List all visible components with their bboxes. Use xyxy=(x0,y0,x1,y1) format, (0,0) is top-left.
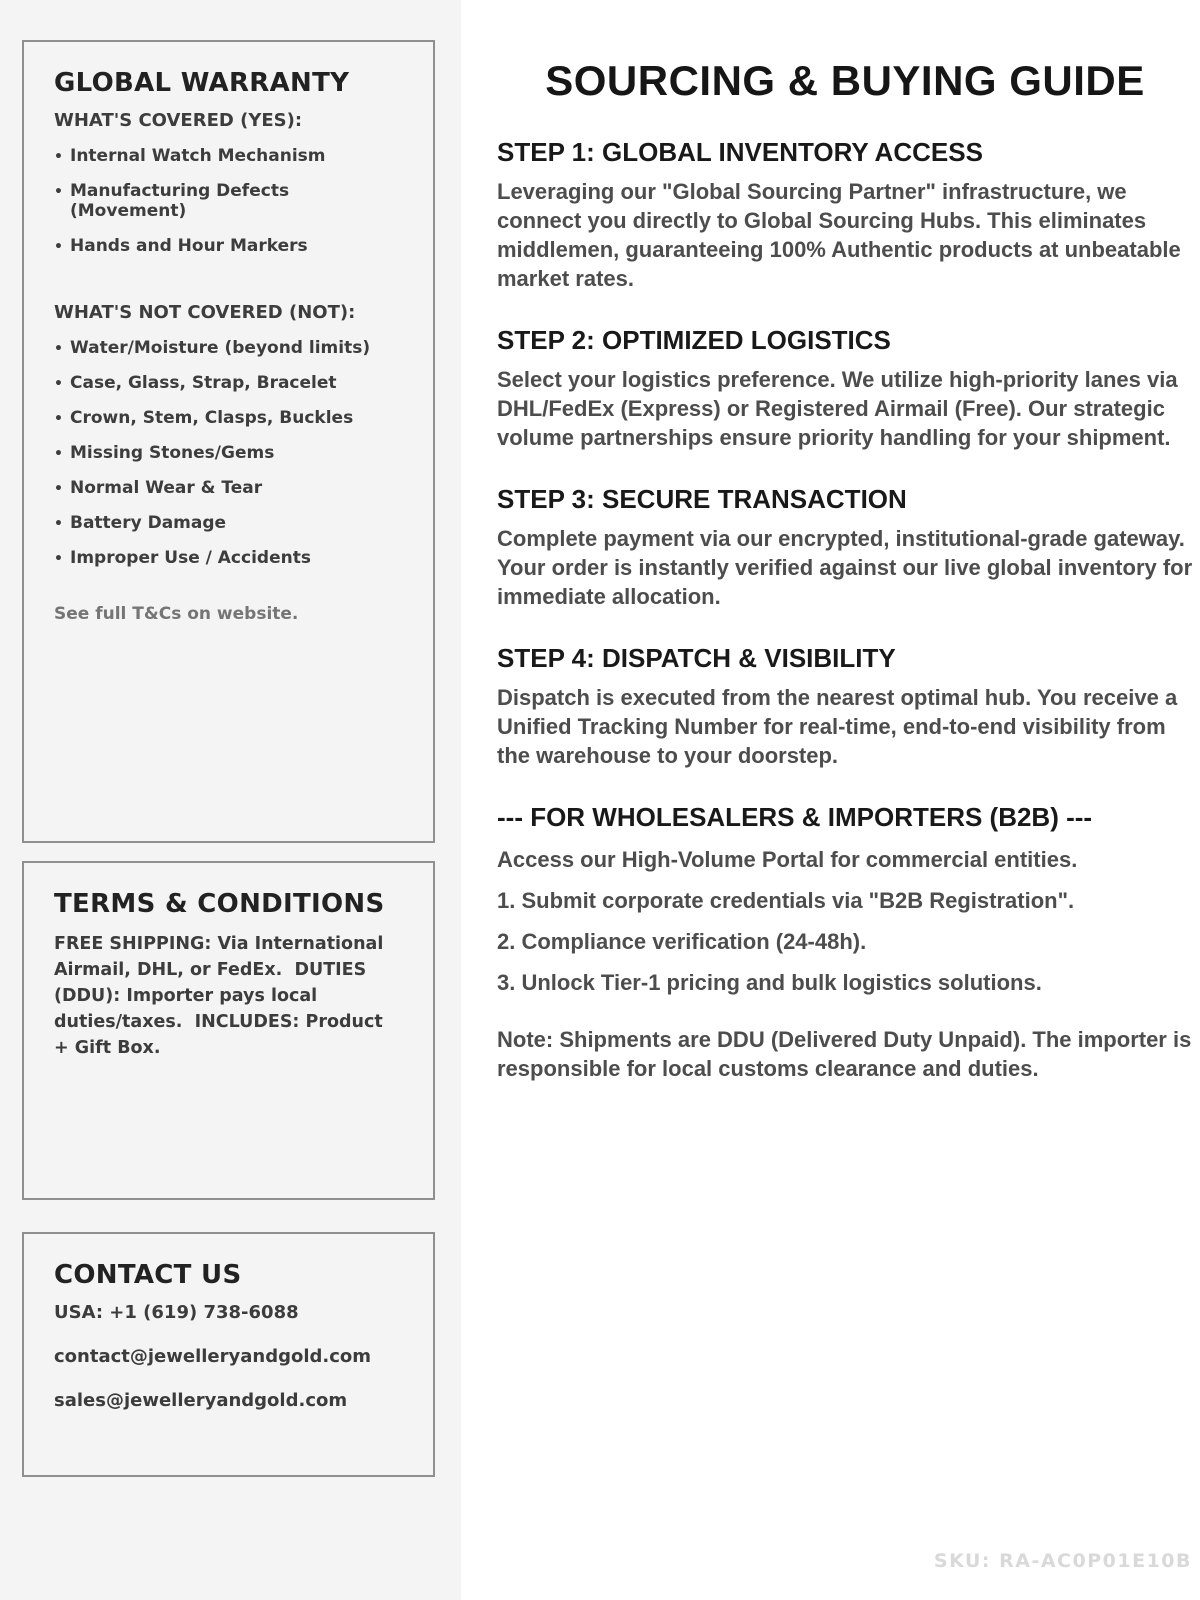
b2b-heading: --- FOR WHOLESALERS & IMPORTERS (B2B) --- xyxy=(497,802,1093,832)
b2b-section xyxy=(497,802,1193,1083)
list-item: • Normal Wear & Tear xyxy=(54,478,403,498)
warranty-title: GLOBAL WARRANTY xyxy=(54,68,350,98)
list-item: • Missing Stones/Gems xyxy=(54,443,403,463)
contact-phone: USA: +1 (619) 738-6088 xyxy=(54,1302,299,1323)
page-title: SOURCING & BUYING GUIDE xyxy=(545,57,1145,104)
step-1-section xyxy=(497,137,1193,293)
list-item: • Hands and Hour Markers xyxy=(54,236,403,256)
step-2-section xyxy=(497,325,1193,452)
b2b-step-2: 2. Compliance verification (24-48h). xyxy=(497,929,867,954)
step-2-heading: STEP 2: OPTIMIZED LOGISTICS xyxy=(497,325,891,355)
step-4-body: Dispatch is executed from the nearest optimal hub. You receive a Unified Tracking Number for real-time, end-to-end visibility from the warehouse to your doorstep. xyxy=(497,685,1178,768)
b2b-step-1: 1. Submit corporate credentials via "B2B Registration". xyxy=(497,888,1075,913)
list-item: • Internal Watch Mechanism xyxy=(54,146,403,166)
list-item: • Battery Damage xyxy=(54,513,403,533)
covered-subtitle: WHAT'S COVERED (YES): xyxy=(54,110,303,131)
b2b-step-3: 3. Unlock Tier-1 pricing and bulk logistics solutions. xyxy=(497,970,1042,995)
list-item: • Manufacturing Defects (Movement) xyxy=(54,181,403,221)
list-item: • Crown, Stem, Clasps, Buckles xyxy=(54,408,403,428)
list-item: • Water/Moisture (beyond limits) xyxy=(54,338,403,358)
step-3-section xyxy=(497,484,1193,611)
step-1-body: Leveraging our "Global Sourcing Partner" infrastructure, we connect you directly to Global Sourcing Hubs. This eliminates middlemen, guaranteeing 100% Authentic products at unbeatable market rates. xyxy=(497,179,1181,291)
warranty-footnote: See full T&Cs on website. xyxy=(54,604,299,624)
b2b-intro: Access our High-Volume Portal for commercial entities. xyxy=(497,847,1078,872)
contact-email-sales: sales@jewelleryandgold.com xyxy=(54,1390,348,1411)
sku-label: SKU: RA-AC0P01E10B xyxy=(933,1550,1192,1572)
global-warranty-panel xyxy=(22,40,435,843)
terms-body: FREE SHIPPING: Via International Airmail, DHL, or FedEx. DUTIES (DDU): Importer pays local duties/taxes. INCLUDES: Product + Gift Box. xyxy=(54,934,390,1058)
terms-title: TERMS & CONDITIONS xyxy=(54,889,385,919)
step-4-section xyxy=(497,643,1193,770)
list-item: • Case, Glass, Strap, Bracelet xyxy=(54,373,403,393)
covered-list xyxy=(54,146,403,256)
step-3-body: Complete payment via our encrypted, institutional-grade gateway. Your order is instantly verified against our live global inventory for immediate allocation. xyxy=(497,526,1193,609)
contact-panel xyxy=(22,1232,435,1477)
ddu-note: Note: Shipments are DDU (Delivered Duty Unpaid). The importer is responsible for local customs clearance and duties. xyxy=(497,1027,1192,1081)
terms-panel xyxy=(22,861,435,1200)
contact-title: CONTACT US xyxy=(54,1260,242,1290)
contact-email-primary: contact@jewelleryandgold.com xyxy=(54,1346,372,1367)
step-4-heading: STEP 4: DISPATCH & VISIBILITY xyxy=(497,643,896,673)
main-content xyxy=(497,0,1193,1083)
not-covered-list xyxy=(54,338,403,568)
sidebar xyxy=(0,0,461,1600)
step-1-heading: STEP 1: GLOBAL INVENTORY ACCESS xyxy=(497,137,983,167)
not-covered-subtitle: WHAT'S NOT COVERED (NOT): xyxy=(54,302,356,323)
step-2-body: Select your logistics preference. We utilize high-priority lanes via DHL/FedEx (Express) or Registered Airmail (Free). Our strategic volume partnerships ensure priority handling for your shipment. xyxy=(497,367,1178,450)
list-item: • Improper Use / Accidents xyxy=(54,548,403,568)
step-3-heading: STEP 3: SECURE TRANSACTION xyxy=(497,484,907,514)
